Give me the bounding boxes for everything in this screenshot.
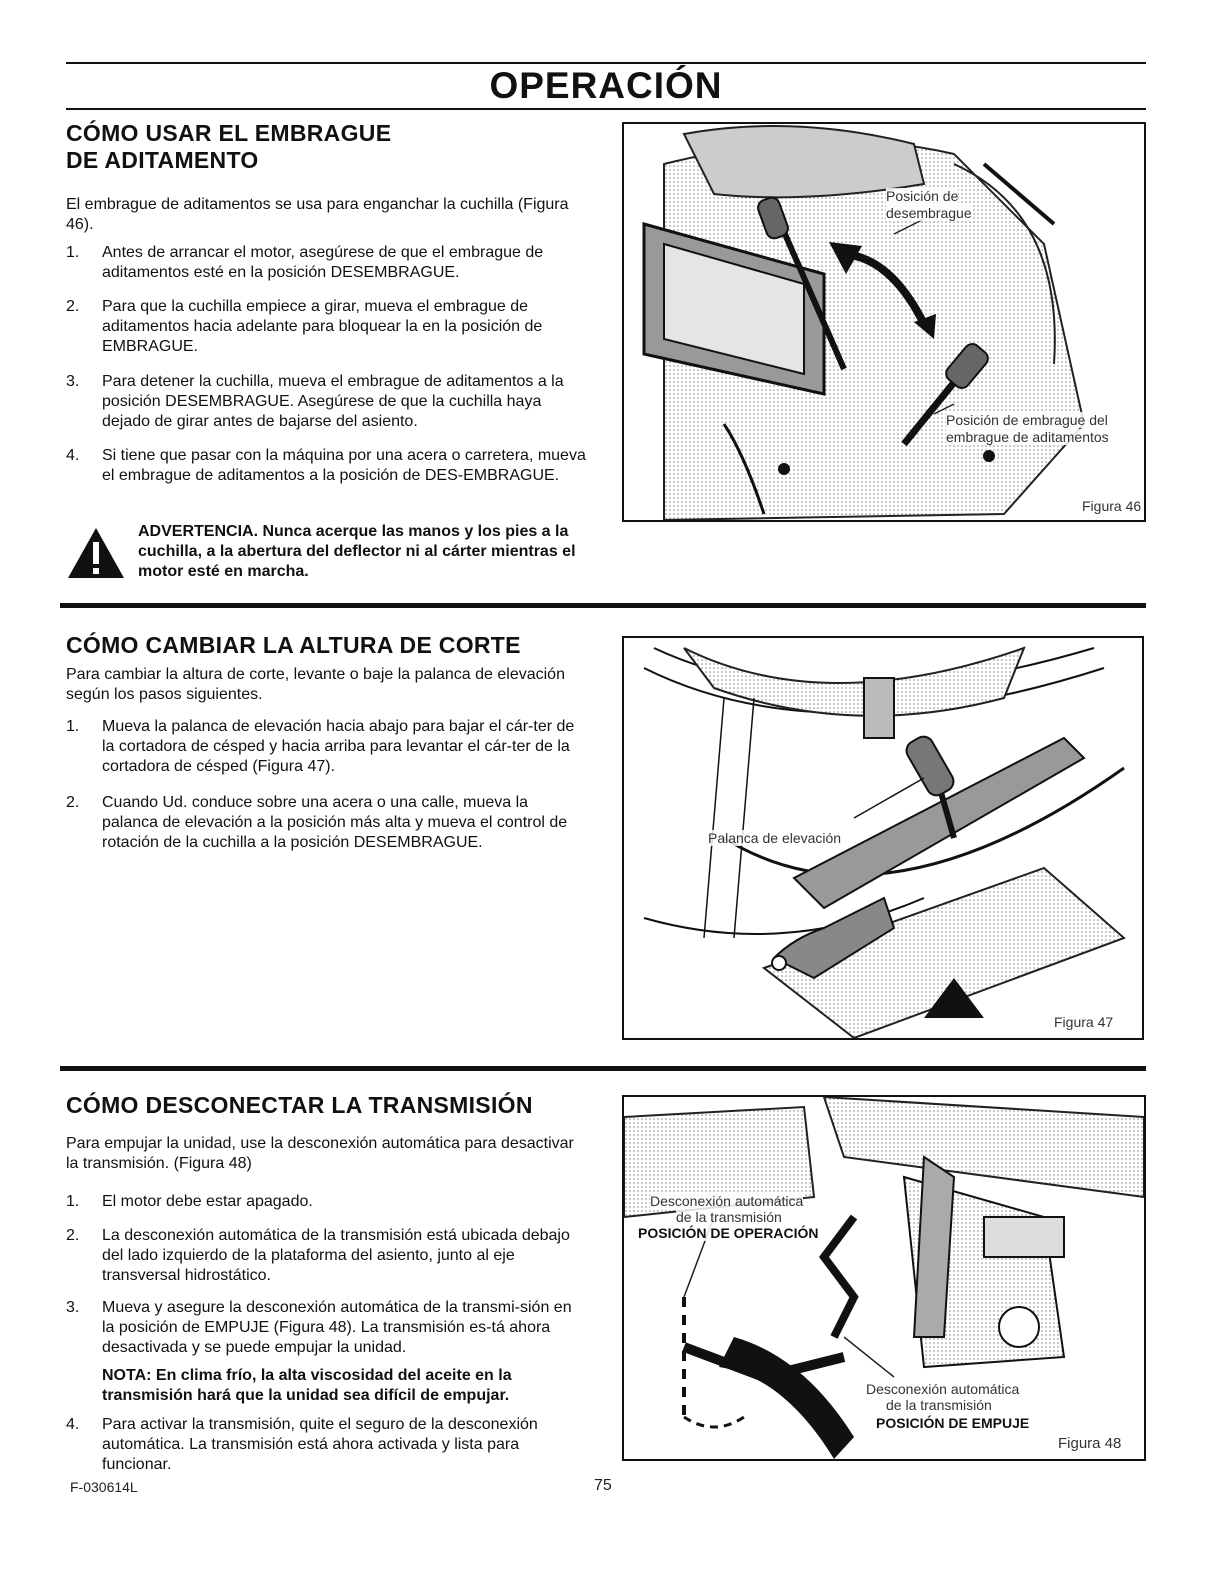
item-number: 2. [66, 1227, 80, 1244]
item-text: Cuando Ud. conduce sobre una acera o una calle, mueva la palanca de elevación a la posición más alta y mueva el control de rotación de la cuchilla a la posición DESEMBRAGUE. [102, 794, 568, 851]
callout-lift-lever: Palanca de elevación [708, 830, 842, 846]
callout-disengage-1: Posición de [886, 188, 959, 204]
section3-note [66, 1366, 588, 1406]
section3-item-1 [66, 1192, 588, 1212]
callout-operation-1: Desconexión automática [650, 1193, 804, 1209]
item-number: 4. [66, 447, 80, 464]
figure-48 [622, 1095, 1146, 1461]
warning-triangle-icon [66, 526, 126, 580]
page-title: OPERACIÓN [489, 65, 723, 106]
item-number: 3. [66, 373, 80, 390]
figure-47 [622, 636, 1144, 1040]
callout-push-position: POSICIÓN DE EMPUJE [876, 1415, 1030, 1431]
callout-push-1: Desconexión automática [866, 1381, 1020, 1397]
document-code: F-030614L [70, 1479, 138, 1495]
item-text: Si tiene que pasar con la máquina por una acera o carretera, mueva el embrague de aditamentos a la posición de DES-EMBRAGUE. [102, 447, 586, 484]
item-number: 1. [66, 1193, 80, 1210]
figure-46-label: Figura 46 [1082, 498, 1142, 514]
callout-operation-position: POSICIÓN DE OPERACIÓN [638, 1225, 819, 1241]
item-number: 1. [66, 718, 80, 735]
item-text: Para activar la transmisión, quite el seguro de la desconexión automática. La transmisión está ahora activada y lista para funcionar. [102, 1416, 538, 1473]
item-text: El motor debe estar apagado. [102, 1193, 313, 1210]
section3-item-2 [66, 1226, 588, 1286]
section3-intro: Para empujar la unidad, use la desconexión automática para desactivar la transmisión. (Figura 48) [66, 1135, 574, 1172]
section3-item-4 [66, 1415, 588, 1475]
warning-text: ADVERTENCIA. Nunca acerque las manos y los pies a la cuchilla, a la abertura del deflector ni al cárter mientras el motor esté en marcha. [138, 523, 576, 580]
item-number: 3. [66, 1299, 80, 1316]
item-text: Antes de arrancar el motor, asegúrese de que el embrague de aditamentos esté en la posición DESEMBRAGUE. [102, 244, 544, 281]
callout-operation-2: de la transmisión [676, 1209, 782, 1225]
section2-intro: Para cambiar la altura de corte, levante o baje la palanca de elevación según los pasos siguientes. [66, 666, 565, 703]
item-text: Para que la cuchilla empiece a girar, mueva el embrague de aditamentos hacia adelante para bloquear la en la posición de EMBRAGUE. [102, 298, 543, 355]
title-rule [66, 108, 1146, 110]
section1-item-4 [66, 446, 588, 486]
section1-heading-line1: CÓMO USAR EL EMBRAGUE [66, 120, 392, 146]
item-text: La desconexión automática de la transmisión está ubicada debajo del lado izquierdo de la plataforma del asiento, junto al eje transversal hidrostático. [102, 1227, 570, 1284]
item-number: 2. [66, 794, 80, 811]
figure-47-label: Figura 47 [1054, 1014, 1114, 1030]
figure-46 [622, 122, 1146, 522]
section2-item-2 [66, 793, 588, 853]
item-text: Para detener la cuchilla, mueva el embrague de aditamentos a la posición DESEMBRAGUE. Asegúrese de que la cuchilla haya dejado de girar antes de bajarse del asiento. [102, 373, 564, 430]
section1-heading-line2: DE ADITAMENTO [66, 147, 259, 173]
section1-intro: El embrague de aditamentos se usa para enganchar la cuchilla (Figura 46). [66, 196, 569, 233]
figure-48-label: Figura 48 [1058, 1435, 1122, 1452]
item-number: 1. [66, 244, 80, 261]
note-text: NOTA: En clima frío, la alta viscosidad del aceite en la transmisión hará que la unidad sea difícil de empujar. [102, 1367, 512, 1404]
item-text: Mueva la palanca de elevación hacia abajo para bajar el cár-ter de la cortadora de césped y hacia arriba para levantar el cár-ter de la cortadora de césped (Figura 47). [102, 718, 575, 775]
item-number: 4. [66, 1416, 80, 1433]
section1-item-2 [66, 297, 588, 357]
section1-item-1 [66, 243, 588, 283]
section-divider-2 [60, 1066, 1146, 1071]
lift-lever-illustration [624, 638, 1142, 1038]
section1-item-3 [66, 372, 588, 432]
callout-disengage-2: desembrague [886, 205, 972, 221]
callout-engage-2: embrague de aditamentos [946, 429, 1109, 445]
item-text: Mueva y asegure la desconexión automática de la transmi-sión en la posición de EMPUJE (Figura 48). La transmisión es-tá ahora desactivada y se puede empujar la unidad. [102, 1299, 572, 1356]
section3-heading: CÓMO DESCONECTAR LA TRANSMISIÓN [66, 1092, 533, 1118]
section2-heading: CÓMO CAMBIAR LA ALTURA DE CORTE [66, 632, 521, 658]
item-number: 2. [66, 298, 80, 315]
section3-item-3 [66, 1298, 588, 1358]
attachment-clutch-illustration [624, 124, 1144, 520]
transmission-release-illustration [624, 1097, 1144, 1459]
callout-push-2: de la transmisión [886, 1397, 992, 1413]
callout-engage-1: Posición de embrague del [946, 412, 1108, 428]
section-divider-1 [60, 603, 1146, 608]
top-rule [66, 62, 1146, 64]
page-number: 75 [594, 1477, 612, 1494]
section2-item-1 [66, 717, 588, 777]
